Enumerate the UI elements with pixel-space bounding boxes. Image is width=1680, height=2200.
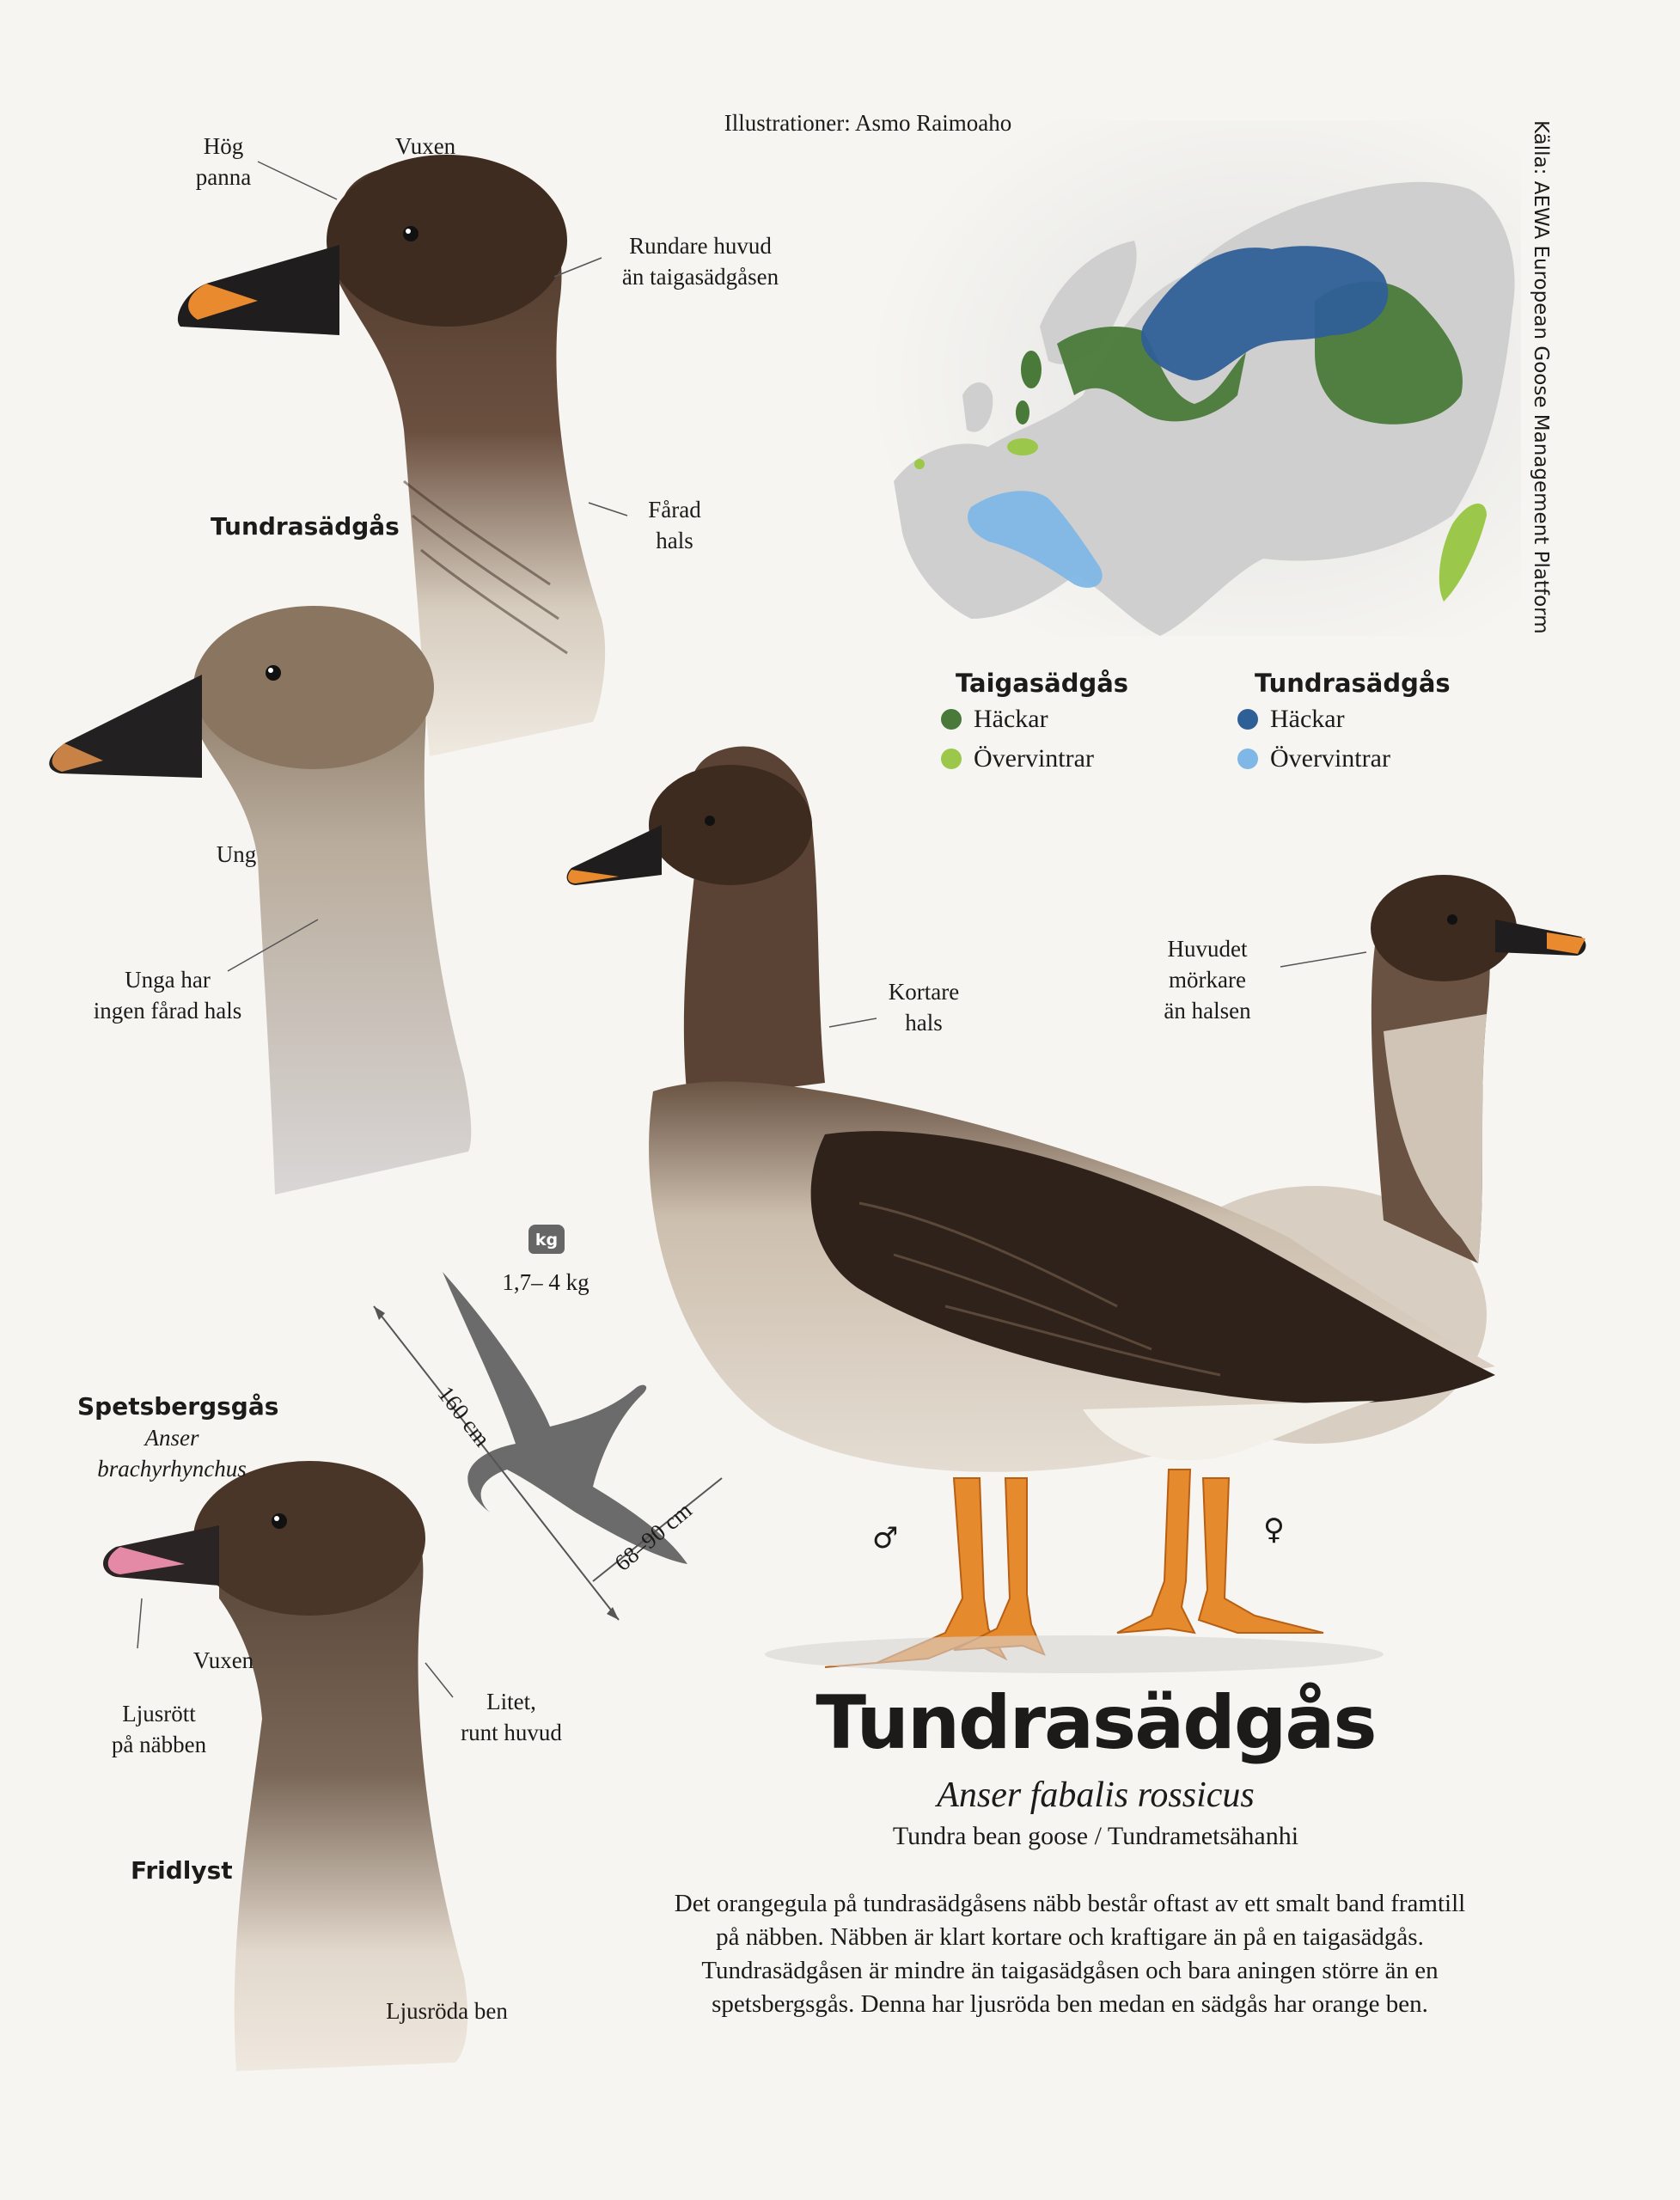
male-symbol-icon: ♂ [872,1521,899,1555]
label-adult: Vuxen [394,133,456,159]
legend-dot-icon [941,709,962,730]
legend-title-tundra: Tundrasädgås [1255,669,1451,698]
pinkfoot-latin: Anser brachyrhynchus [97,1425,247,1482]
legend-tundra-wintering: Övervintrar [1237,744,1390,773]
common-names: Tundra bean goose / Tundrametsähanhi [892,1822,1299,1850]
flight-silhouette [374,1272,722,1620]
legend-dot-icon [1237,709,1258,730]
body-pair-illustration [567,746,1586,1673]
label-pink-legs: Ljusröda ben [386,1998,508,2024]
page-title: Tundrasädgås [816,1680,1376,1766]
label-young: Ung [216,841,257,867]
label-young-neck: Unga har ingen fårad hals [93,967,242,1024]
label-furrowed-neck: Fårad hals [648,497,701,553]
latin-name: Anser fabalis rossicus [937,1775,1255,1815]
label-darker-head: Huvudet mörkare än halsen [1164,936,1251,1024]
label-pinkfoot-adult: Vuxen [192,1647,254,1673]
range-map [868,120,1680,636]
label-rounder-head: Rundare huvud än taigasädgåsen [621,233,779,290]
species-label-pinkfoot: Spetsbergsgås [77,1392,279,1421]
weight-icon: kg [528,1225,565,1254]
female-symbol-icon: ♀ [1263,1512,1285,1547]
species-label-tundra: Tundrasädgås [211,512,400,541]
legend-dot-icon [941,749,962,769]
legend-taiga-breeding: Häckar [941,705,1048,734]
young-head-illustration [49,606,471,1195]
source-credit: Källa: AEWA European Goose Management Platform [1530,120,1552,634]
legend-tundra-breeding: Häckar [1237,705,1345,734]
legend-dot-icon [1237,749,1258,769]
description: Det orangegula på tundrasädgåsens näbb består oftast av ett smalt band framtill på näbben. Näbben är klart kortare och kraftigare än på en taigasädgås. Tundrasädgåsen är mindre än taigasädgåsen och bara aningen större än en spetsbergsgås. Denna har ljusröda ben medan en sädgås har orange ben. [674,1890,1466,2018]
legend-taiga-wintering: Övervintrar [941,744,1094,773]
pinkfoot-head-illustration [103,1461,467,2071]
label-high-forehead: Hög panna [195,133,252,190]
label-pink-bill: Ljusrött på näbben [111,1701,207,1757]
legend-title-taiga: Taigasädgås [956,669,1129,698]
label-shorter-neck: Kortare hals [888,979,960,1036]
wingspan-value: 160 cm [432,1381,496,1451]
label-small-head: Litet, runt huvud [461,1689,562,1745]
length-value: 68–90 cm [609,1497,697,1576]
credit: Illustrationer: Asmo Raimoaho [724,110,1012,136]
protected-label: Fridlyst [131,1856,233,1885]
weight-value: 1,7– 4 kg [502,1269,590,1295]
